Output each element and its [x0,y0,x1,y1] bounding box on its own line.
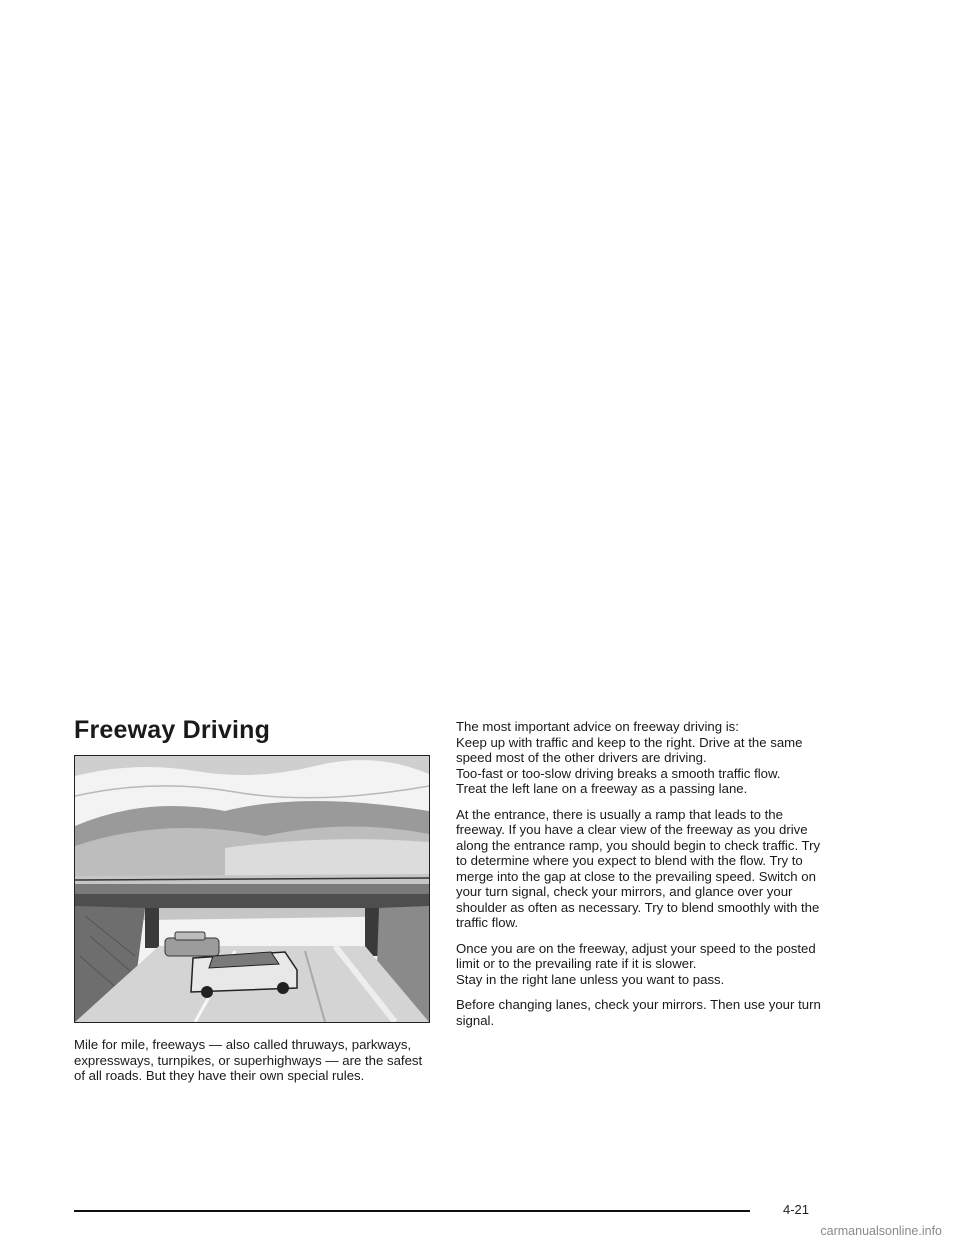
footer-rule [74,1210,750,1212]
advice-line: Too-fast or too-slow driving breaks a smooth traffic flow. [456,765,781,781]
lane-change-paragraph: Before changing lanes, check your mirrors. Then use your turn signal. [456,997,821,1028]
on-freeway-paragraph [456,941,824,988]
freeway-illustration [74,755,430,1023]
freeway-overpass-illustration-icon [75,756,429,1022]
advice-line: Treat the left lane on a freeway as a passing lane. [456,781,748,796]
watermark-text: carmanualsonline.info [820,1224,942,1238]
on-freeway-line: Once you are on the freeway, adjust your speed to the posted limit or to the prevailing rate if it is slower. [456,940,816,971]
on-freeway-line: Stay in the right lane unless you want to pass. [456,971,725,987]
freeway-advice-column [456,719,824,1038]
page-title: Freeway Driving [74,716,271,744]
key-advice-paragraph [456,719,824,797]
advice-line: Keep up with traffic and keep to the right. Drive at the same speed most of the other drivers are driving. [456,734,803,765]
intro-paragraph: Mile for mile, freeways — also called thruways, parkways, expressways, turnpikes, or superhighways — are the safest of all roads. But they have their own special rules. [74,1037,423,1083]
entrance-paragraph: At the entrance, there is usually a ramp that leads to the freeway. If you have a clear view of the freeway as you drive along the entrance ramp, you should begin to check traffic. Try to determine where you expect to blend with the flow. Try to merge into the gap at close to the prevailing speed. Switch on your turn signal, check your mirrors, and glance over your shoulder as often as necessary. Try to blend smoothly with the traffic flow. [456,806,821,930]
page-number: 4-21 [783,1202,810,1217]
advice-line: The most important advice on freeway driving is: [456,719,739,734]
